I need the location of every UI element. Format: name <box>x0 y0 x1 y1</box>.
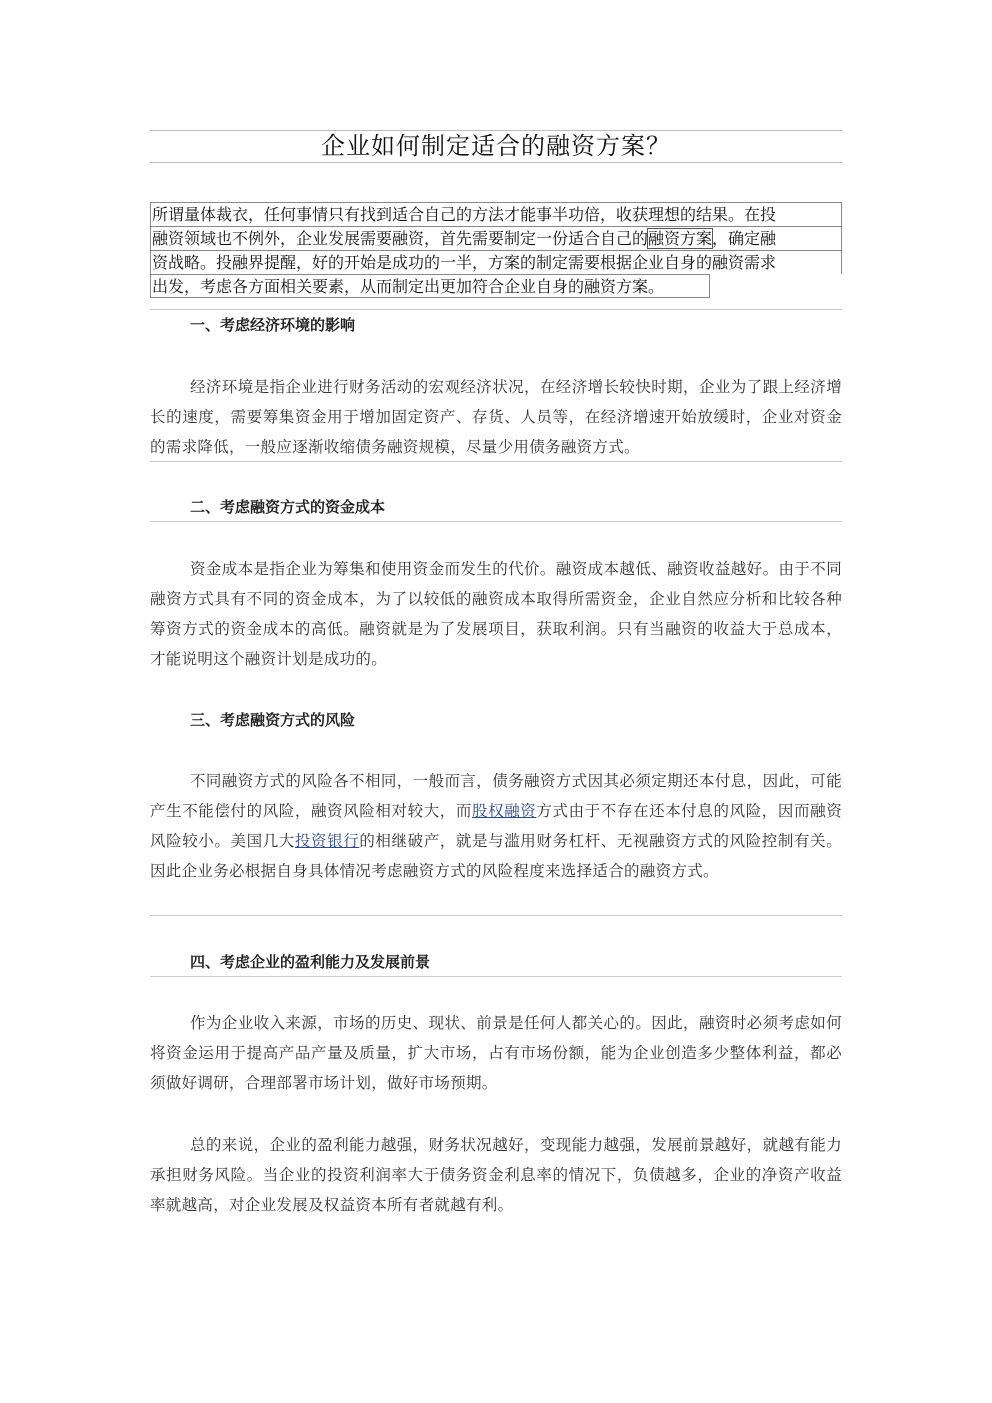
divider <box>150 461 842 462</box>
section-3-text-b: 方式由于不存在还本付息的风险，因而融资风险较小。美国几大 <box>150 802 842 850</box>
intro-line-4: 出发，考虑各方面相关要素，从而制定出更加符合企业自身的融资方案。 <box>150 274 710 298</box>
section-4-heading: 四、考虑企业的盈利能力及发展前景 <box>190 953 431 971</box>
equity-financing-link[interactable]: 股权融资 <box>472 802 537 820</box>
section-2-heading: 二、考虑融资方式的资金成本 <box>190 498 386 516</box>
section-3-text-a: 不同融资方式的风险各不相同，一般而言，债务融资方式因其必须定期还本付息，因此，可能产生不能偿付的风险，融资风险相对较大，而 <box>150 772 842 820</box>
title-box <box>150 130 842 163</box>
intro-line-3: 资战略。投融界提醒，好的开始是成功的一半，方案的制定需要根据企业自身的融资需求 <box>150 250 842 274</box>
divider <box>150 915 842 916</box>
section-3-paragraph <box>150 766 842 886</box>
section-1-paragraph: 经济环境是指企业进行财务活动的宏观经济状况，在经济增长较快时期，企业为了跟上经济增长的速度，需要筹集资金用于增加固定资产、存货、人员等，在经济增速开始放缓时，企业对资金的需求降低，一般应逐渐收缩债务融资规模，尽量少用债务融资方式。 <box>150 378 842 456</box>
section-3-text-c: 的相继破产，就是与滥用财务杠杆、无视融资方式的风险控制有关。因此企业务必根据自身具体情况考虑融资方式的风险程度来选择适合的融资方式。 <box>150 832 842 880</box>
section-4-paragraph-2: 总的来说，企业的盈利能力越强，财务状况越好，变现能力越强，发展前景越好，就越有能力承担财务风险。当企业的投资利润率大于债务资金利息率的情况下，负债越多，企业的净资产收益率就越高，对企业发展及权益资本所有者就越有利。 <box>150 1136 842 1214</box>
intro-line-1: 所谓量体裁衣，任何事情只有找到适合自己的方法才能事半功倍，收获理想的结果。在投 <box>150 202 842 226</box>
section-2-paragraph: 资金成本是指企业为筹集和使用资金而发生的代价。融资成本越低、融资收益越好。由于不同融资方式具有不同的资金成本，为了以较低的融资成本取得所需资金，企业自然应分析和比较各种筹资方式的资金成本的高低。融资就是为了发展项目，获取利润。只有当融资的收益大于总成本，才能说明这个融资计划是成功的。 <box>150 560 842 668</box>
intro-paragraph <box>150 202 842 298</box>
divider <box>150 521 842 522</box>
intro-line-2-end: ，确定融 <box>712 229 777 248</box>
divider <box>150 976 842 977</box>
section-3-heading: 三、考虑融资方式的风险 <box>190 711 356 729</box>
section-4-paragraph-1: 作为企业收入来源，市场的历史、现状、前景是任何人都关心的。因此，融资时必须考虑如何将资金运用于提高产品产量及质量，扩大市场，占有市场份额，能为企业创造多少整体利益，都必须做好调研，合理部署市场计划，做好市场预期。 <box>150 1014 842 1092</box>
financing-plan-term: 融资方案 <box>648 229 713 248</box>
intro-line-2-start: 融资领域也不例外，企业发展需要融资，首先需要制定一份适合自己的 <box>152 229 649 248</box>
section-1-heading: 一、考虑经济环境的影响 <box>190 316 356 334</box>
intro-line-2 <box>150 226 842 250</box>
divider <box>150 309 842 310</box>
page-title: 企业如何制定适合的融资方案？ <box>321 132 671 160</box>
investment-bank-link[interactable]: 投资银行 <box>294 832 360 850</box>
